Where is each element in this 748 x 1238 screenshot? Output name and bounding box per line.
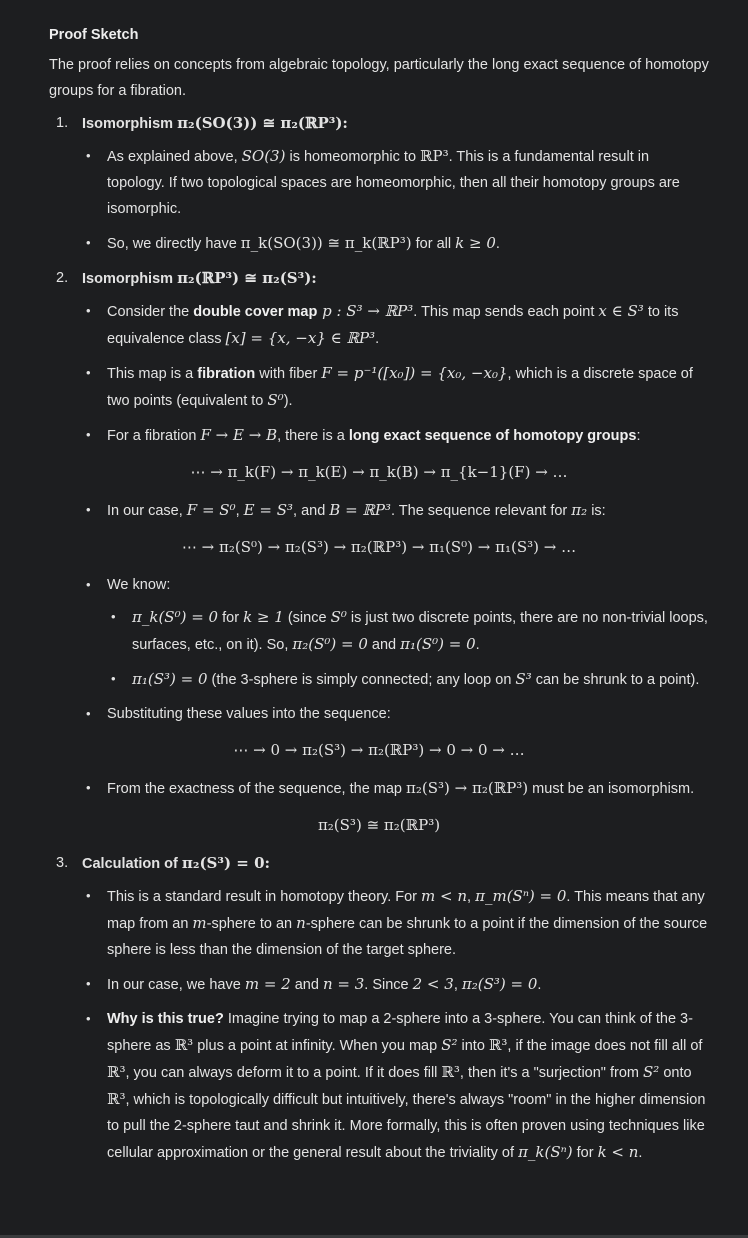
math: [x] = {x, −x} ∈ ℝP³ [225, 329, 376, 347]
bold-term: fibration [197, 366, 256, 382]
text: (since [283, 610, 331, 626]
text: plus a point at infinity. When you map [193, 1038, 442, 1054]
bullet-item [82, 497, 709, 560]
sub-bullet-item [107, 604, 709, 658]
text: In our case, we have [107, 977, 245, 993]
math: m = 2 [244, 975, 291, 993]
text: For a fibration [107, 428, 201, 444]
text: with fiber [255, 366, 322, 382]
text: for [218, 610, 244, 626]
math: F = p⁻¹([x₀]) = {x₀, −x₀} [321, 364, 508, 382]
bullet-item [82, 360, 709, 414]
bold-term: double cover map [193, 304, 318, 320]
math: ℝ³ [441, 1063, 460, 1081]
math: F → E → B [200, 426, 278, 444]
text: So, we directly have [107, 236, 241, 252]
display-equation: ⋯ → π_k(F) → π_k(E) → π_k(B) → π_{k−1}(F) → … [190, 463, 568, 481]
text: is just two discrete points, there are no non-trivial loops, surfaces, etc., on it). So, [132, 610, 708, 653]
math: π_k(SO(3)) ≅ π_k(ℝP³) [240, 234, 412, 252]
text: -sphere can be shrunk to a point if the dimension of the source sphere is less than the dimension of the target sphere. [107, 916, 708, 958]
step-bullets [82, 298, 709, 838]
math: π₂ [571, 501, 588, 519]
math: S⁰ [330, 608, 347, 626]
text: , [235, 503, 244, 519]
math: S⁰ [267, 391, 284, 409]
text: As explained above, [107, 149, 242, 165]
step-title-text: Isomorphism [82, 271, 178, 287]
math: x ∈ S³ [598, 302, 644, 320]
text: We know: [107, 577, 171, 593]
display-equation: ⋯ → 0 → π₂(S³) → π₂(ℝP³) → 0 → 0 → … [233, 741, 525, 759]
text: ). [283, 393, 293, 409]
text: onto [659, 1065, 692, 1081]
text: , and [293, 503, 330, 519]
bullet-item [82, 422, 709, 485]
text: From the exactness of the sequence, the map [107, 781, 407, 797]
step-title [82, 850, 709, 877]
text: -sphere to an [206, 916, 297, 932]
text: , [453, 977, 462, 993]
bullet-item [82, 701, 709, 763]
text: . The sequence relevant for [391, 503, 572, 519]
step-bullets [82, 883, 709, 1166]
text: must be an isomorphism. [528, 781, 695, 797]
section-heading: Proof Sketch [49, 27, 139, 43]
proof-document [49, 22, 709, 1174]
math: π₂(S⁰) = 0 [292, 635, 368, 653]
text: . [537, 977, 542, 993]
intro-paragraph: The proof relies on concepts from algebraic topology, particularly the long exact sequence of homotopy groups for a fibration. [49, 57, 709, 99]
text: , if the image does not fill all of [507, 1038, 703, 1054]
step-number: 1. [56, 115, 69, 131]
text: , you can always deform it to a point. If it does fill [125, 1065, 442, 1081]
math: p : S³ → ℝP³ [317, 302, 414, 320]
step-title-text: Isomorphism [82, 116, 178, 132]
text: for [572, 1145, 598, 1161]
sub-bullets [107, 604, 709, 693]
math: n [296, 914, 306, 932]
math: π₁(S⁰) = 0 [400, 635, 476, 653]
text: for all [411, 236, 456, 252]
bullet-item [82, 572, 709, 693]
text: Imagine trying to map a 2-sphere into a 3-sphere. You can think of the 3-sphere as [107, 1011, 693, 1054]
math: S² [643, 1063, 660, 1081]
math: SO(3) [241, 147, 286, 165]
step-1 [49, 110, 709, 257]
text: and [367, 637, 401, 653]
text: into [457, 1038, 489, 1054]
math: S³ [515, 670, 532, 688]
bullet-item [82, 883, 709, 963]
math: π₂(S³) = 0 [461, 975, 538, 993]
step-title-text: Calculation of [82, 856, 182, 872]
math: E = S³ [243, 501, 294, 519]
step-number: 3. [56, 855, 69, 871]
text: This map is a [107, 366, 198, 382]
text: . [638, 1145, 643, 1161]
text: , then it's a "surjection" from [459, 1065, 644, 1081]
math: π_k(S⁰) = 0 [132, 608, 219, 626]
display-equation: ⋯ → π₂(S⁰) → π₂(S³) → π₂(ℝP³) → π₁(S⁰) → π₁(S³) → … [181, 538, 577, 556]
math: S² [441, 1036, 458, 1054]
text: Substituting these values into the sequence: [107, 706, 391, 722]
step-title-math: π₂(SO(3)) ≅ π₂(ℝP³): [177, 114, 348, 132]
text: . [475, 637, 480, 653]
proof-steps [49, 110, 709, 1166]
text: In our case, [107, 503, 187, 519]
bullet-item [82, 1006, 709, 1166]
math: π₁(S³) = 0 [132, 670, 208, 688]
bold-term: long exact sequence of homotopy groups [348, 428, 637, 444]
text: . This is a fundamental result in topology. If two topological spaces are homeomorphic, then all their homotopy groups are isomorphic. [107, 149, 680, 217]
text: to its equivalence class [107, 304, 679, 347]
text: can be shrunk to a point). [531, 672, 700, 688]
math: m < n [421, 887, 468, 905]
bold-term: Why is this true? [107, 1011, 224, 1027]
math: π_m(Sⁿ) = 0 [475, 887, 567, 905]
math: ℝ³ [174, 1036, 194, 1054]
sub-bullet-item [107, 666, 709, 693]
math: 2 < 3 [412, 975, 454, 993]
text: is homeomorphic to [285, 149, 421, 165]
text: and [290, 977, 323, 993]
bullet-item [82, 775, 709, 838]
text: is: [587, 503, 606, 519]
text: , [467, 889, 476, 905]
bullet-item [82, 971, 709, 998]
text: . This map sends each point [413, 304, 599, 320]
step-3 [49, 850, 709, 1166]
math: B = ℝP³ [329, 501, 391, 519]
math: π₂(S³) → π₂(ℝP³) [406, 779, 529, 797]
text: . [375, 331, 380, 347]
step-bullets [82, 143, 709, 257]
text: (the 3-sphere is simply connected; any loop on [207, 672, 516, 688]
text: , which is a discrete space of two points (equivalent to [107, 366, 693, 409]
math: k ≥ 1 [243, 608, 284, 626]
bullet-item [82, 230, 709, 257]
math: m [192, 914, 207, 932]
math: ℝ³ [488, 1036, 508, 1054]
step-2 [49, 265, 709, 838]
step-number: 2. [56, 270, 69, 286]
math: π_k(Sⁿ) [518, 1143, 573, 1161]
step-title-math: π₂(ℝP³) ≅ π₂(S³): [177, 269, 317, 287]
math: F = S⁰ [186, 501, 236, 519]
bullet-item [82, 143, 709, 222]
text: . [495, 236, 500, 252]
math: n = 3 [322, 975, 365, 993]
text: : [636, 428, 641, 444]
bullet-item [82, 298, 709, 352]
text: This is a standard result in homotopy theory. For [107, 889, 422, 905]
math: ℝP³ [420, 147, 449, 165]
math: k < n [597, 1143, 639, 1161]
step-title-math: π₂(S³) = 0: [181, 854, 271, 872]
math: ℝ³ [107, 1090, 126, 1108]
text: . This means that any map from an [107, 889, 705, 932]
text: , there is a [277, 428, 349, 444]
text: , which is topologically difficult but intuitively, there's always "room" in the higher dimension to pull the 2-sphere taut and shrink it. More formally, this is often proven using techniques like cellular approximation or the general result about the triviality of [107, 1092, 706, 1161]
text: Consider the [107, 304, 194, 320]
math: ℝ³ [107, 1063, 126, 1081]
display-equation: π₂(S³) ≅ π₂(ℝP³) [317, 816, 441, 834]
step-title [82, 110, 709, 137]
step-title [82, 265, 709, 292]
text: . Since [364, 977, 413, 993]
math: k ≥ 0 [455, 234, 496, 252]
